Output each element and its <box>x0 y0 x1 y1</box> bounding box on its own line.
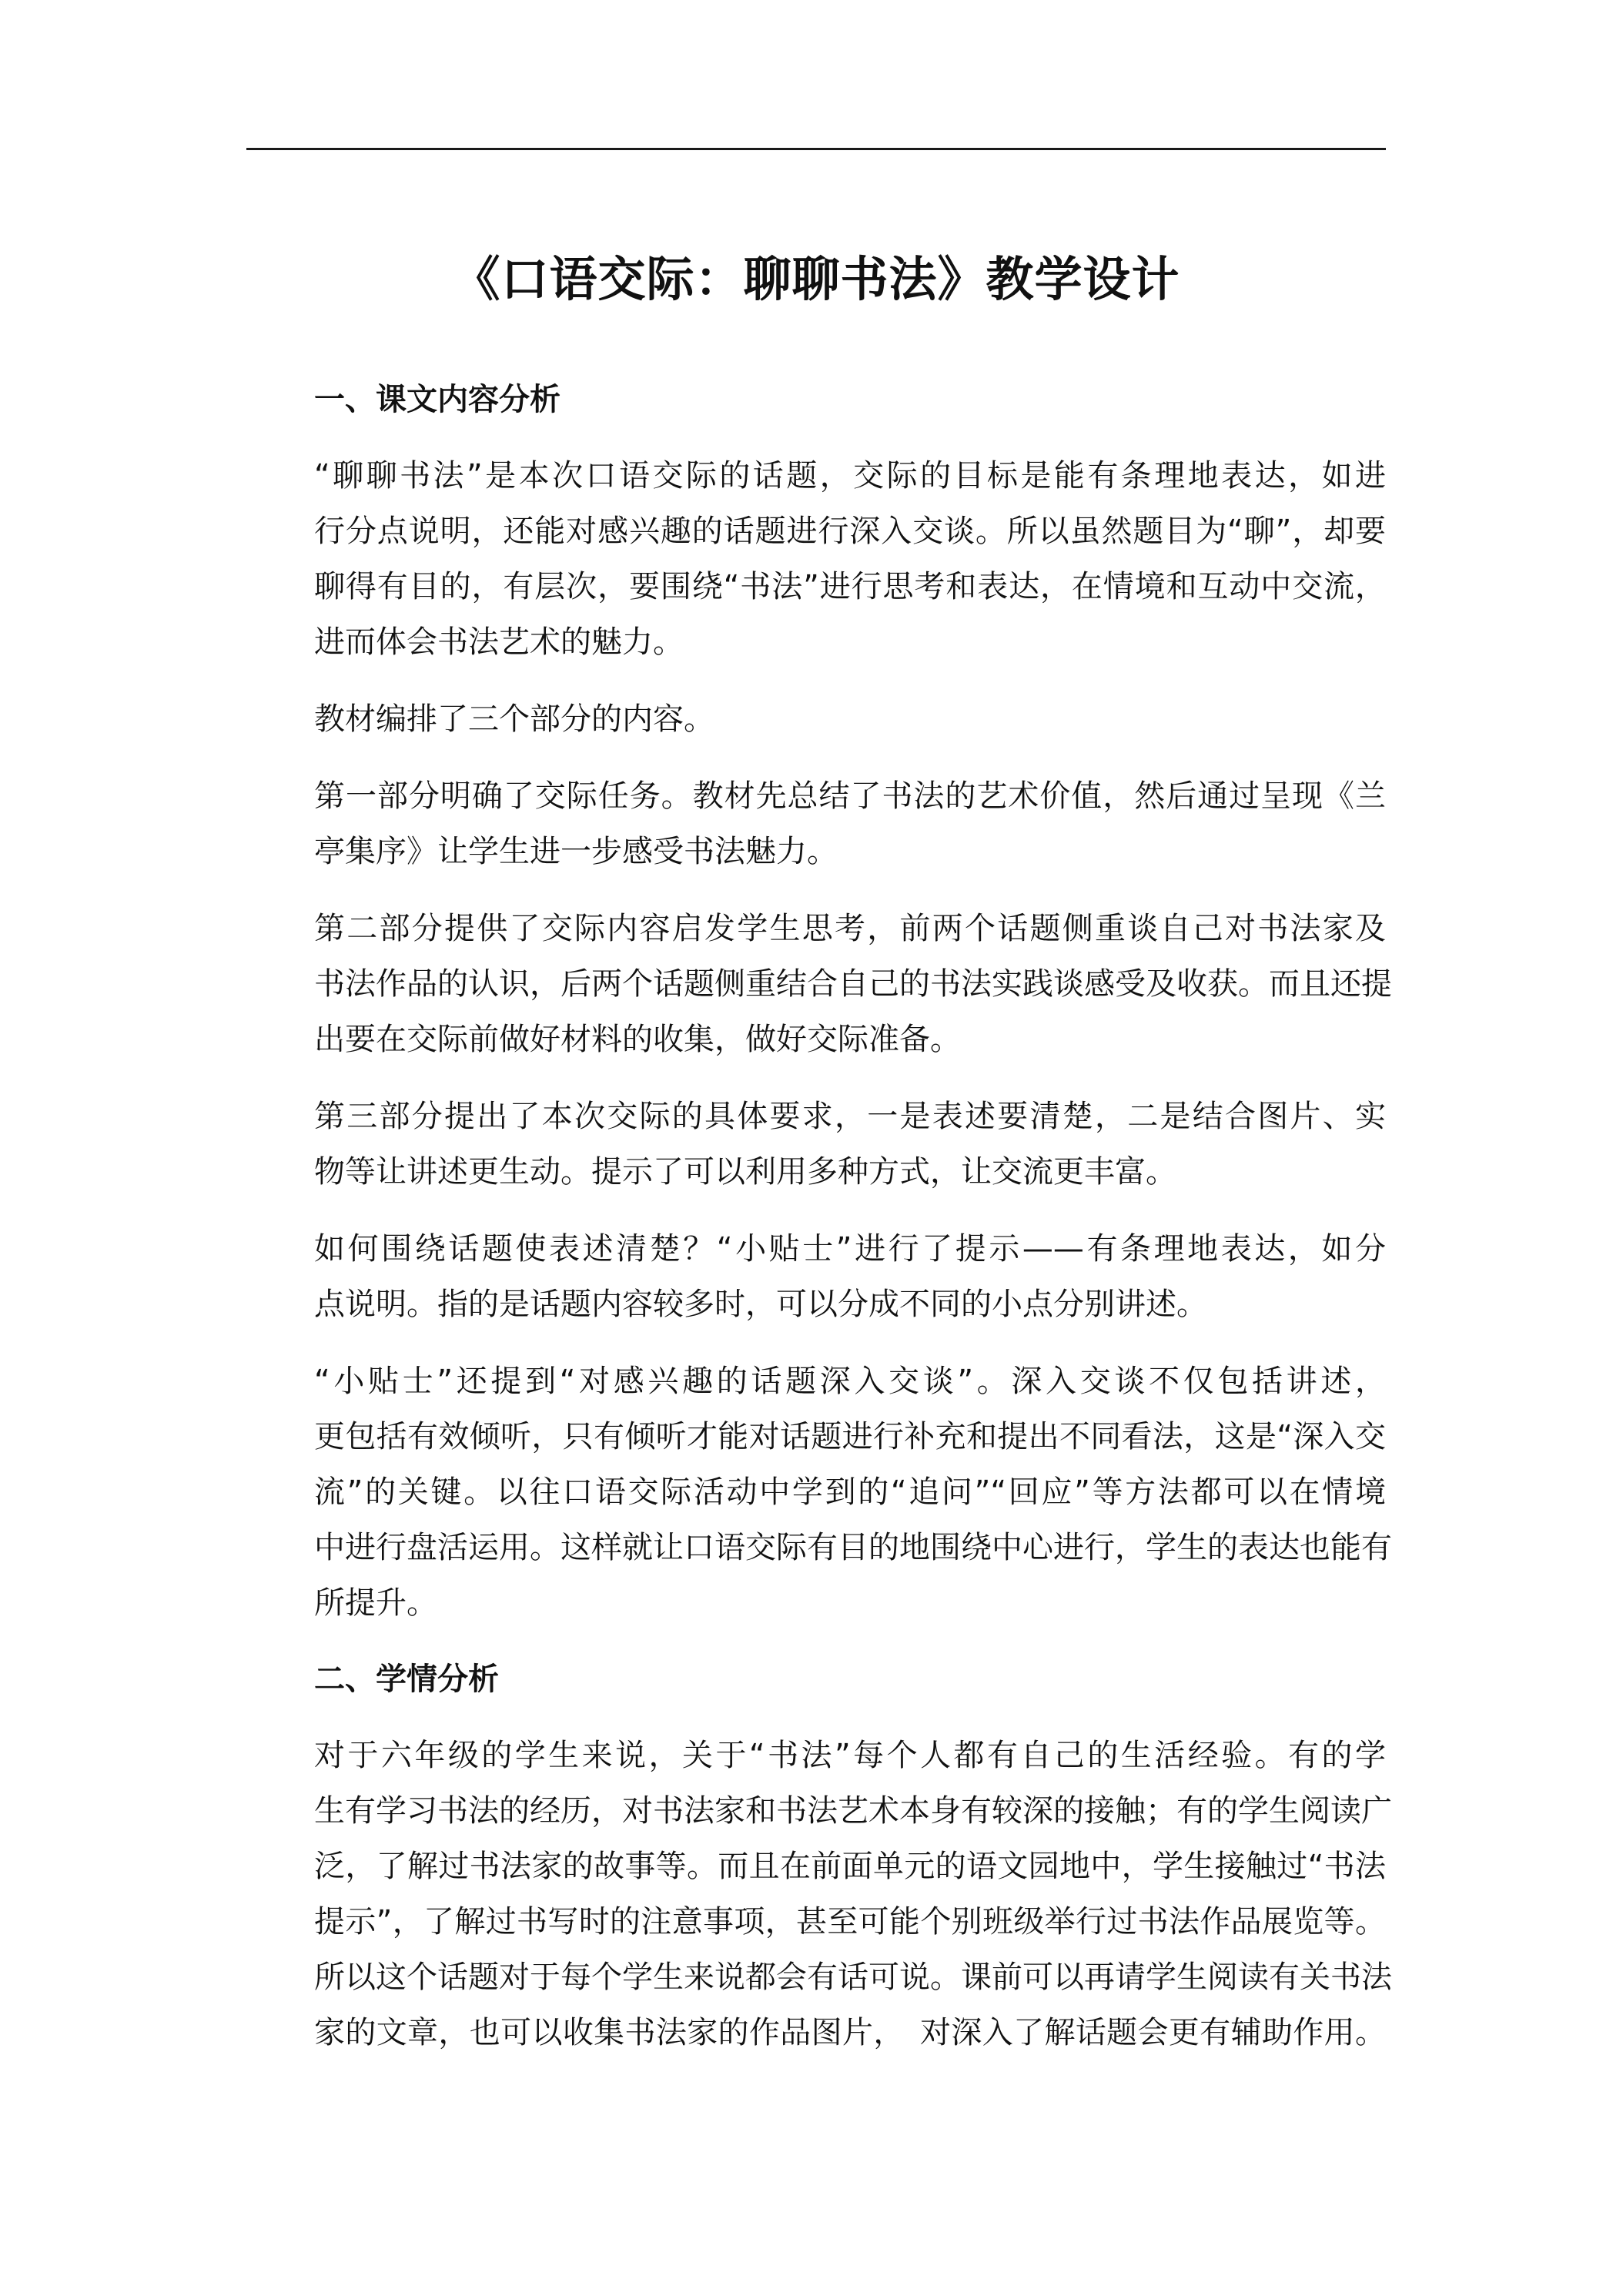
paragraph <box>246 768 1386 879</box>
text-line: 第三部分提出了本次交际的具体要求，一是表述要清楚，二是结合图片、实 <box>314 1099 1386 1134</box>
text-line: 点说明。指的是话题内容较多时，可以分成不同的小点分别讲述。 <box>314 1287 1207 1322</box>
text-line: 提示”，了解过书写时的注意事项，甚至可能个别班级举行过书法作品展览等。 <box>314 1904 1386 1940</box>
paragraph <box>246 1221 1386 1332</box>
text-line: 书法作品的认识，后两个话题侧重结合自己的书法实践谈感受及收获。而且还提 <box>314 966 1392 1002</box>
text-line: 流”的关键。以往口语交际活动中学到的“追问”“回应”等方法都可以在情境 <box>314 1474 1386 1510</box>
paragraph <box>246 448 1386 670</box>
text-line: 所提升。 <box>314 1585 437 1621</box>
header-rule <box>246 148 1386 150</box>
text-line: 教材编排了三个部分的内容。 <box>314 701 714 737</box>
document-title: 《口语交际：聊聊书法》教学设计 <box>452 251 1180 307</box>
text-line: 更包括有效倾听，只有倾听才能对话题进行补充和提出不同看法，这是“深入交 <box>314 1419 1386 1454</box>
text-line: 进而体会书法艺术的魅力。 <box>314 624 684 660</box>
section-heading: 二、学情分析 <box>314 1662 499 1697</box>
text-line: “小贴士”还提到“对感兴趣的话题深入交谈”。深入交谈不仅包括讲述， <box>314 1364 1386 1399</box>
text-line: 家的文章，也可以收集书法家的作品图片， 对深入了解话题会更有辅助作用。 <box>314 2015 1386 2050</box>
text-line: “聊聊书法”是本次口语交际的话题，交际的目标是能有条理地表达，如进 <box>314 458 1386 494</box>
text-line: 生有学习书法的经历，对书法家和书法艺术本身有较深的接触；有的学生阅读广 <box>314 1793 1392 1829</box>
text-line: 对于六年级的学生来说，关于“书法”每个人都有自己的生活经验。有的学 <box>314 1738 1386 1773</box>
text-line: 亭集序》让学生进一步感受书法魅力。 <box>314 834 838 869</box>
text-line: 出要在交际前做好材料的收集，做好交际准备。 <box>314 1022 961 1057</box>
text-line: 泛，了解过书法家的故事等。而且在前面单元的语文园地中，学生接触过“书法 <box>314 1849 1386 1884</box>
text-line: 行分点说明，还能对感兴趣的话题进行深入交谈。所以虽然题目为“聊”，却要 <box>314 514 1386 549</box>
paragraph <box>246 1354 1392 1631</box>
text-line: 第二部分提供了交际内容启发学生思考，前两个话题侧重谈自己对书法家及 <box>314 911 1386 946</box>
section-content-analysis <box>246 373 1392 1631</box>
document-body <box>246 373 1392 2082</box>
paragraph <box>246 901 1392 1067</box>
paragraph <box>246 1089 1386 1200</box>
section-learner-analysis <box>246 1652 1392 2060</box>
section-heading: 一、课文内容分析 <box>314 382 561 417</box>
text-line: 物等让讲述更生动。提示了可以利用多种方式，让交流更丰富。 <box>314 1154 1176 1190</box>
text-line: 所以这个话题对于每个学生来说都会有话可说。课前可以再请学生阅读有关书法 <box>314 1960 1392 1995</box>
paragraph <box>246 1728 1392 2060</box>
text-line: 第一部分明确了交际任务。教材先总结了书法的艺术价值，然后通过呈现《兰 <box>314 778 1386 814</box>
text-line: 如何围绕话题使表述清楚？“小贴士”进行了提示——有条理地表达，如分 <box>314 1231 1386 1267</box>
text-line: 聊得有目的，有层次，要围绕“书法”进行思考和表达，在情境和互动中交流， <box>314 569 1386 604</box>
paragraph <box>246 691 1386 747</box>
text-line: 中进行盘活运用。这样就让口语交际有目的地围绕中心进行，学生的表达也能有 <box>314 1530 1392 1565</box>
